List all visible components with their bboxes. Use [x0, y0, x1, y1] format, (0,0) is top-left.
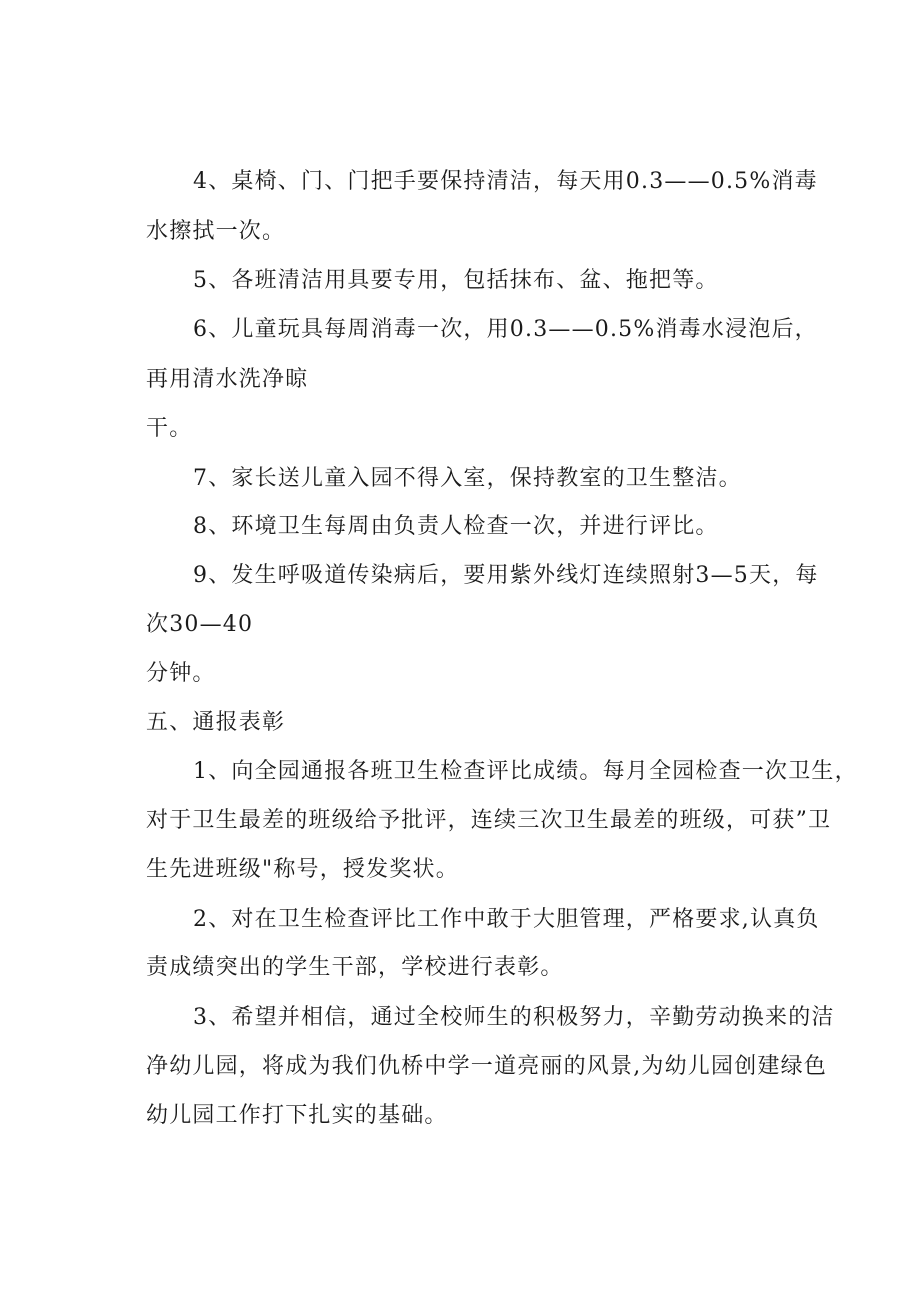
paragraph-line: 6、儿童玩具每周消毒一次，用0.3——0.5%消毒水浸泡后， — [193, 317, 818, 342]
section-heading: 五、通报表彰 — [146, 710, 286, 735]
paragraph-line: 水擦拭一次。 — [146, 219, 286, 244]
paragraph-line: 净幼儿园，将成为我们仇桥中学一道亮丽的风景,为幼儿园创建绿色 — [146, 1054, 827, 1079]
paragraph-line: 次30—40 — [146, 612, 254, 637]
paragraph-line: 幼儿园工作打下扎实的基础。 — [146, 1103, 448, 1128]
paragraph-line: 3、希望并相信，通过全校师生的积极努力，辛勤劳动换来的洁 — [193, 1005, 835, 1030]
paragraph-line: 7、家长送儿童入园不得入室，保持教室的卫生整洁。 — [193, 466, 742, 491]
paragraph-line: 责成绩突出的学生干部，学校进行表彰。 — [146, 955, 564, 980]
paragraph-line: 干。 — [146, 416, 193, 441]
paragraph-line: 再用清水洗净晾 — [146, 367, 309, 392]
paragraph-line: 对于卫生最差的班级给予批评，连续三次卫生最差的班级，可获”卫 — [146, 808, 832, 833]
paragraph-line: 2、对在卫生检查评比工作中敢于大胆管理，严格要求,认真负 — [193, 907, 820, 932]
paragraph-line: 1、向全园通报各班卫生检查评比成绩。每月全园检查一次卫生， — [193, 759, 858, 784]
paragraph-line: 5、各班清洁用具要专用，包括抹布、盆、拖把等。 — [193, 268, 719, 293]
paragraph-line: 生先进班级"称号，授发奖状。 — [146, 857, 459, 882]
paragraph-line: 9、发生呼吸道传染病后，要用紫外线灯连续照射3—5天，每 — [193, 563, 819, 588]
paragraph-line: 4、桌椅、门、门把手要保持清洁，每天用0.3——0.5%消毒 — [193, 169, 818, 194]
paragraph-line: 8、环境卫生每周由负责人检查一次，并进行评比。 — [193, 514, 719, 539]
paragraph-line: 分钟。 — [146, 661, 216, 686]
